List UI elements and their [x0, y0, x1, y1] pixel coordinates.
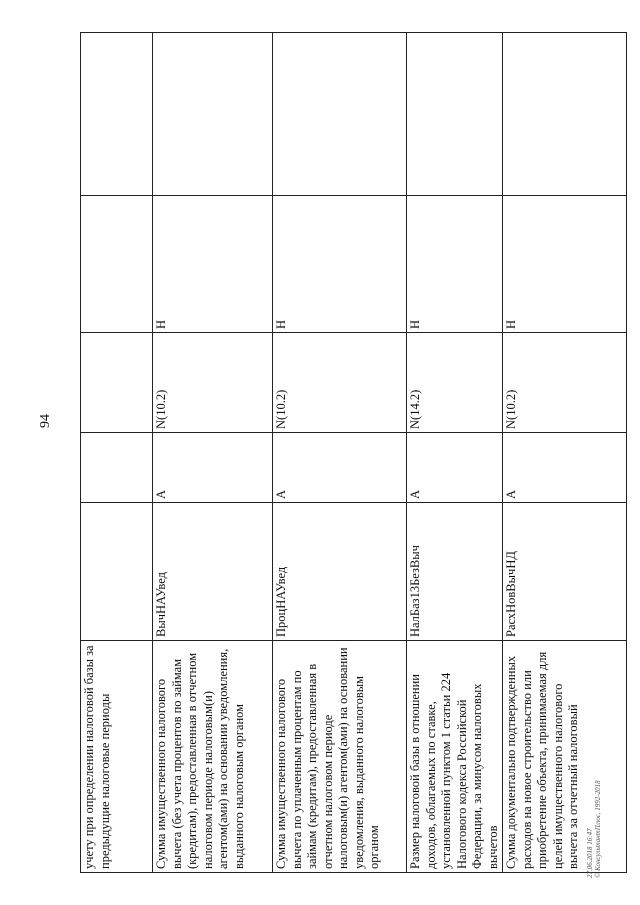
cell-required [81, 433, 153, 503]
cell-type: Н [407, 196, 503, 333]
cell-name: учету при определении налоговой базы за предыдущие налоговые периоды [81, 641, 153, 873]
cell-name: Сумма имущественного налогового вычета (без учета процентов по займам (кредитам), предоставленная в отчетном налоговом периоде налоговым(и) агентом(ами) на основании уведомления, выданного налоговым органом [153, 641, 273, 873]
cell-required: А [153, 433, 273, 503]
footer-stamp [586, 780, 602, 878]
cell-extra [81, 33, 153, 196]
page-number: 94 [38, 414, 53, 428]
cell-name: Сумма документально подтвержденных расходов на новое строительство или приобретение объекта, принимаемая для целей имущественного налогового вычета за отчетный налоговый [503, 641, 627, 873]
cell-tag: РасхНовВычНД [503, 503, 627, 641]
cell-required: А [503, 433, 627, 503]
cell-tag: ВычНАУвед [153, 503, 273, 641]
footer-copyright: © КонсультантПлюс, 1992-2018 [594, 780, 602, 878]
cell-extra [407, 33, 503, 196]
cell-name: Сумма имущественного налогового вычета по уплаченным процентам по займам (кредитам), предоставленная в отчетном налоговом периоде налоговым(и) агентом(ами) на основании уведомления, выданного налоговым органом [273, 641, 407, 873]
table-row [407, 33, 503, 873]
table-row [273, 33, 407, 873]
cell-extra [273, 33, 407, 196]
cell-extra [503, 33, 627, 196]
rotated-table-container [80, 33, 620, 873]
cell-tag: НалБаз13БезВыч [407, 503, 503, 641]
cell-tag [81, 503, 153, 641]
cell-type: Н [153, 196, 273, 333]
cell-format: N(10.2) [153, 333, 273, 433]
cell-type: Н [503, 196, 627, 333]
footer-date: 27.06.2018 16:47 [586, 828, 594, 878]
cell-required: А [273, 433, 407, 503]
table-row [503, 33, 627, 873]
cell-extra [153, 33, 273, 196]
cell-tag: ПроцНАУвед [273, 503, 407, 641]
cell-required: А [407, 433, 503, 503]
cell-type: Н [273, 196, 407, 333]
cell-format: N(10.2) [503, 333, 627, 433]
cell-type [81, 196, 153, 333]
document-table [80, 32, 627, 873]
cell-format: N(10.2) [273, 333, 407, 433]
cell-name: Размер налоговой базы в отношении доходов, облагаемых по ставке, установленной пунктом 1 статьи 224 Налогового кодекса Российской Федерации, за минусом налоговых вычетов [407, 641, 503, 873]
cell-format [81, 333, 153, 433]
cell-format: N(14.2) [407, 333, 503, 433]
table-row [153, 33, 273, 873]
table-row [81, 33, 153, 873]
